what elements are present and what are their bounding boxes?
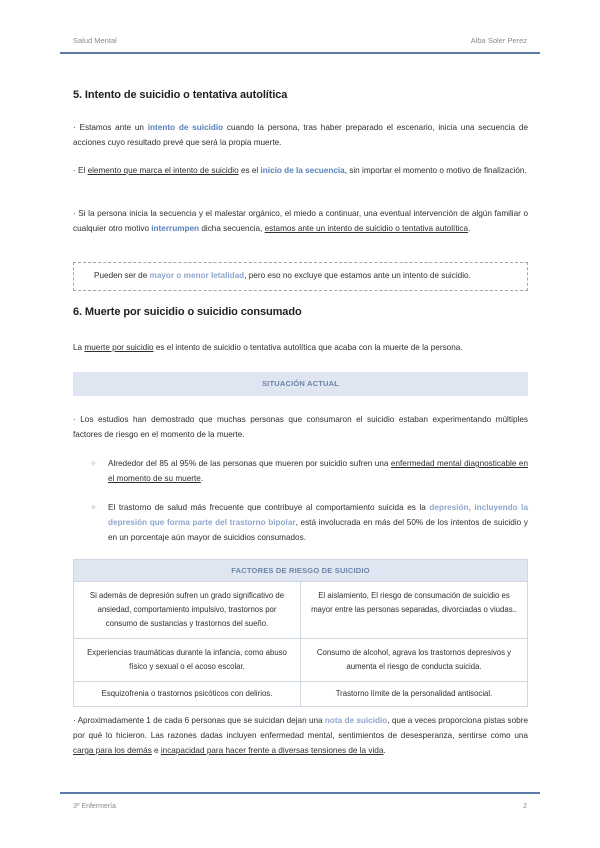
table-cell: Consumo de alcohol, agrava los trastornos depresivos y aumenta el riesgo de conducta suicida. [301,639,528,682]
section-6-title: 6. Muerte por suicidio o suicidio consumado [73,306,302,318]
section-6-paragraph-1: La muerte por suicidio es el intento de suicidio o tentativa autolítica que acaba con la muerte de la persona. [73,343,463,352]
table-cell: El aislamiento, El riesgo de consumación de suicidio es mayor entre las personas separadas, divorciadas o viudas.. [301,582,528,639]
section-5-paragraph-1: · Estamos ante un intento de suicidio cuando la persona, tras haber preparado el escenario, inicia una secuencia de acciones cuyo resultado prevé que será la propia muerte. [73,123,529,147]
page-number: 2 [523,803,527,810]
bullet-item-1: Alrededor del 85 al 95% de las personas que mueren por suicidio sufren una enfermedad mental diagnosticable en el momento de su muerte. [108,459,528,483]
section-6-paragraph-3: · Aproximadamente 1 de cada 6 personas que se suicidan dejan una nota de suicidio, que a veces proporciona pistas sobre por qué lo hicieron. Las razones dadas incluyen enfermedad mental, sentimientos de desesperanza, sentirse como una carga para los demás e incapacidad para hacer frente a diversas tensiones de la vida. [73,716,528,755]
table-cell: Experiencias traumáticas durante la infancia, como abuso físico y sexual o el acoso escolar. [74,639,301,682]
footer-course: 3º Enfermería [73,803,117,810]
lethality-note-box: Pueden ser de mayor o menor letalidad, pero eso no excluye que estamos ante un intento de suicidio. [73,262,528,291]
table-row [74,582,528,639]
table-cell: Si además de depresión sufren un grado significativo de ansiedad, comportamiento impulsivo, trastornos por consumo de sustancias y trastornos del sueño. [74,582,301,639]
section-5-paragraph-2: · El elemento que marca el intento de suicidio es el inicio de la secuencia, sin importar el momento o motivo de finalización. [73,166,527,175]
section-6-paragraph-2: · Los estudios han demostrado que muchas personas que consumaron el suicidio estaban experimentando múltiples factores de riesgo en el momento de la muerte. [73,415,528,439]
header-rule [60,52,540,54]
table-cell: Esquizofrenia o trastornos psicóticos con delirios. [74,682,301,707]
section-5-paragraph-3: · Si la persona inicia la secuencia y el malestar orgánico, el miedo a continuar, una eventual intervención de algún familiar o cualquier otro motivo interrumpen dicha secuencia, estamos ante un intento de suicidio o tentativa autolítica. [73,209,528,233]
bullet-icon: ✧ [90,503,97,512]
header-subject: Salud Mental [73,36,117,45]
risk-factors-table [73,559,528,707]
risk-factors-table-header: FACTORES DE RIESGO DE SUICIDIO [74,560,528,582]
footer-rule [60,792,540,794]
table-row [74,639,528,682]
current-situation-banner: SITUACIÓN ACTUAL [73,372,528,396]
bullet-item-2: El trastorno de salud más frecuente que contribuye al comportamiento suicida es la depresión, incluyendo la depresión que forma parte del trastorno bipolar, está involucrada en más del 50% de los intentos de suicidio y en un porcentaje aún mayor de suicidios consumados. [108,503,529,542]
bullet-icon: ✧ [90,459,97,468]
table-row [74,682,528,707]
section-5-title: 5. Intento de suicidio o tentativa autolítica [73,89,288,101]
table-cell: Trastorno límite de la personalidad antisocial. [301,682,528,707]
header-author: Alba Soler Perez [470,36,527,45]
